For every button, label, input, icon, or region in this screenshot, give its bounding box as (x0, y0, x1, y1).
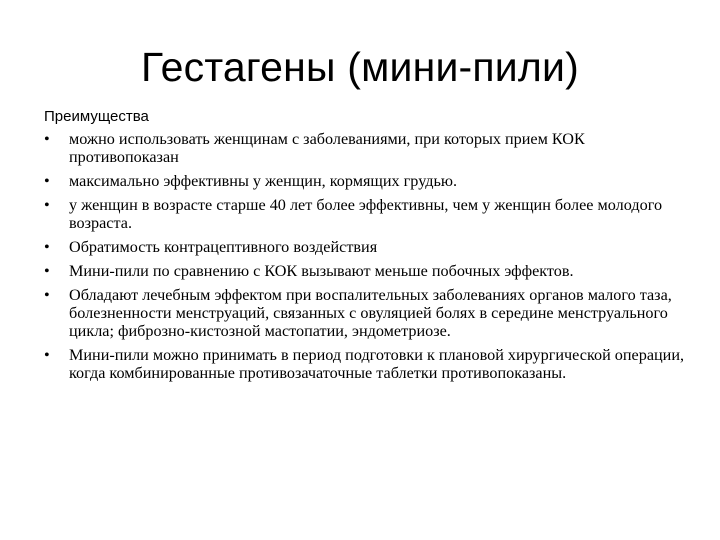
bullet-icon: • (44, 130, 50, 148)
list-item (44, 196, 694, 232)
list-item (44, 172, 694, 190)
bullet-icon: • (44, 346, 50, 364)
advantages-subheading: Преимущества (44, 108, 149, 125)
list-item (44, 238, 694, 256)
list-item-text: у женщин в возрасте старше 40 лет более эффективны, чем у женщин более молодого возраста. (69, 196, 663, 232)
list-item-text: Обладают лечебным эффектом при воспалительных заболеваниях органов малого таза, болезненности менструаций, связанных с овуляцией болях в середине менструального цикла; фиброзно-кистозной мастопатии, эндометриозе. (69, 286, 672, 340)
bullet-icon: • (44, 262, 50, 280)
list-item (44, 262, 694, 280)
list-item-text: можно использовать женщинам с заболеваниями, при которых прием КОК противопоказан (69, 130, 585, 166)
list-item (44, 346, 694, 382)
bullet-icon: • (44, 172, 50, 190)
bullet-icon: • (44, 286, 50, 304)
list-item-text: Мини-пили можно принимать в период подготовки к плановой хирургической операции, когда комбинированные противозачаточные таблетки противопоказаны. (69, 346, 685, 382)
bullet-icon: • (44, 238, 50, 256)
slide-title: Гестагены (мини-пили) (141, 44, 579, 90)
bullet-icon: • (44, 196, 50, 214)
list-item-text: максимально эффективны у женщин, кормящих грудью. (69, 172, 458, 190)
list-item (44, 286, 694, 340)
list-item (44, 130, 694, 166)
list-item-text: Мини-пили по сравнению с КОК вызывают меньше побочных эффектов. (69, 262, 574, 280)
advantages-list (44, 130, 694, 388)
list-item-text: Обратимость контрацептивного воздействия (69, 238, 378, 256)
